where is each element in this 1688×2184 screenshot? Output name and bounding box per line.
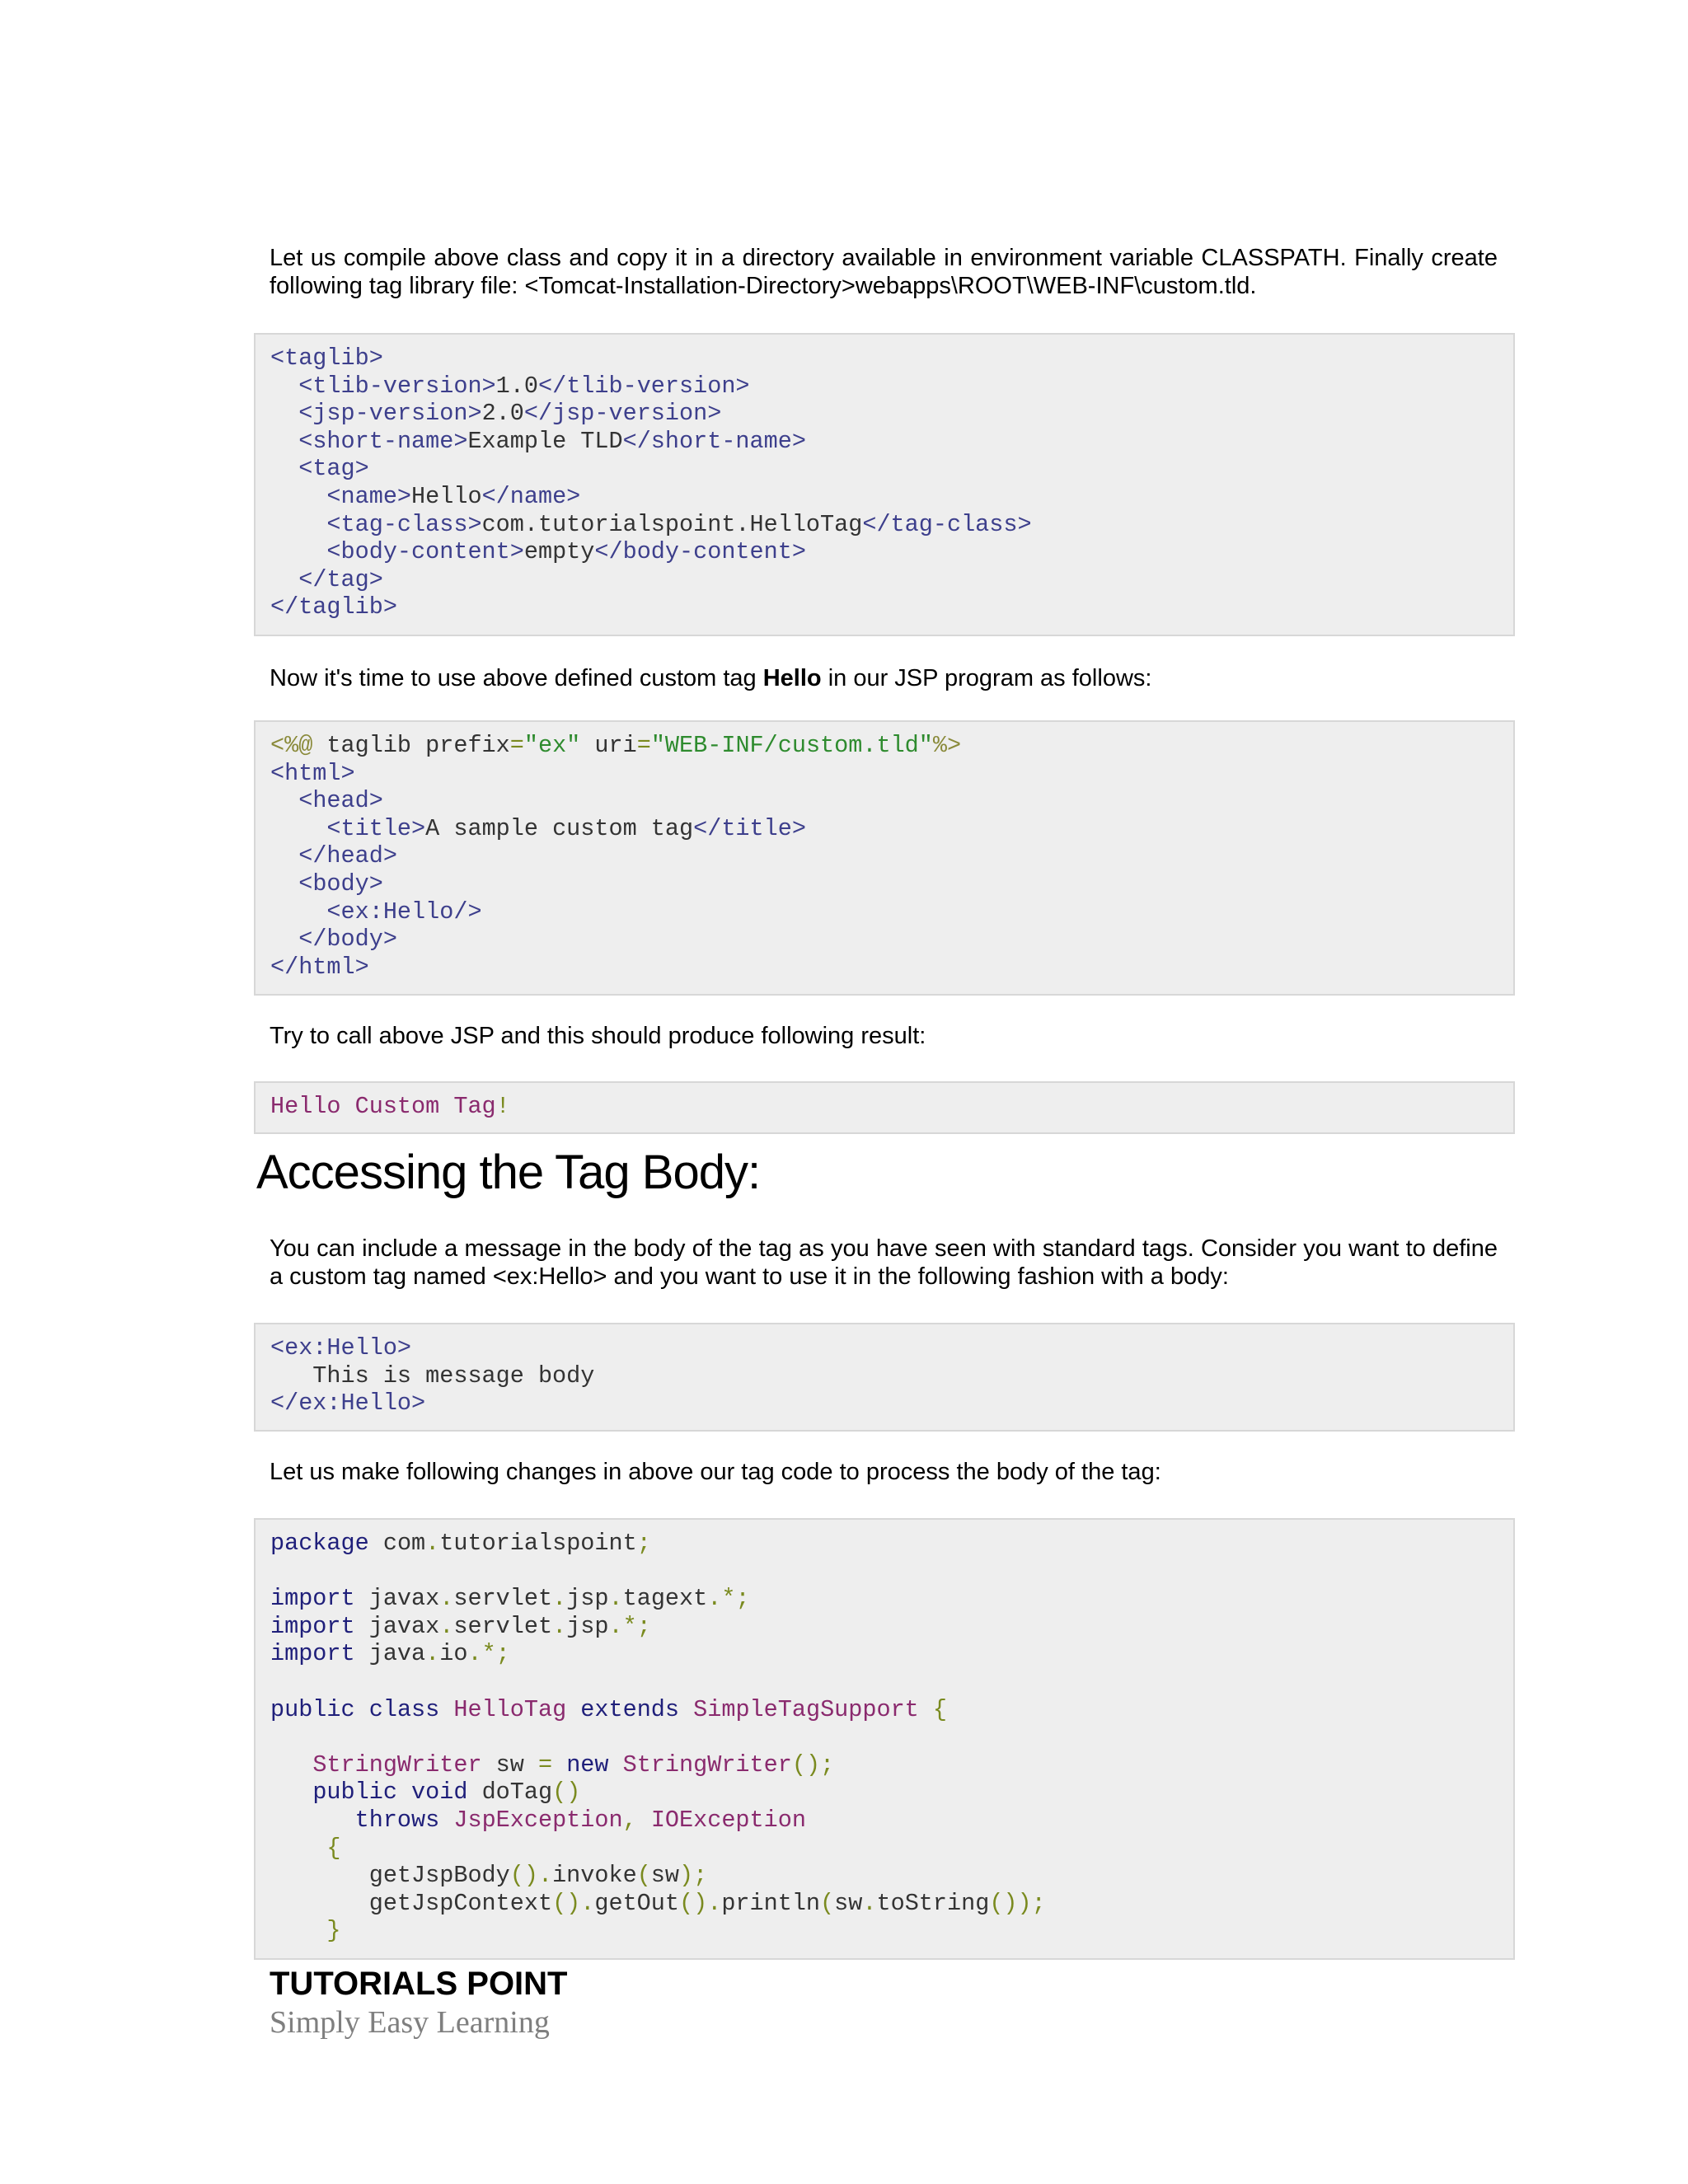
- code-token: [270, 428, 298, 455]
- code-token: </tag-class>: [862, 510, 1032, 538]
- code-token: </head>: [298, 842, 397, 870]
- code-token: (: [820, 1889, 835, 1917]
- code-token: <short-name>: [298, 427, 468, 455]
- code-token: (: [636, 1862, 651, 1890]
- code-line: [270, 732, 1498, 760]
- code-token: tutorialspoint: [439, 1530, 637, 1557]
- code-token: ();: [791, 1750, 835, 1779]
- footer-brand-title: TUTORIALS POINT: [270, 1966, 568, 2002]
- code-line: [270, 926, 1498, 954]
- code-line: [270, 593, 1498, 621]
- code-token: ().: [679, 1889, 722, 1917]
- code-token: .: [439, 1612, 454, 1640]
- code-token: <html>: [270, 759, 355, 787]
- code-token: throws: [354, 1806, 440, 1834]
- code-block-java: [254, 1518, 1515, 1960]
- code-token: [270, 373, 298, 400]
- code-token: StringWriter: [622, 1750, 792, 1779]
- code-token: ().: [509, 1862, 553, 1890]
- code-token: .: [552, 1585, 567, 1613]
- code-token: <tlib-version>: [298, 372, 496, 400]
- code-token: [270, 1751, 312, 1779]
- code-token: .: [425, 1640, 440, 1668]
- code-line: [270, 400, 1498, 428]
- code-token: JspException: [453, 1806, 623, 1834]
- code-token: ().: [552, 1889, 595, 1917]
- code-line: [270, 428, 1498, 456]
- code-token: class: [368, 1695, 440, 1723]
- code-line: [270, 538, 1498, 566]
- code-token: sw: [650, 1862, 680, 1890]
- code-token: new: [566, 1750, 609, 1779]
- paragraph-use-tag: [270, 664, 1498, 692]
- code-line: [270, 1779, 1498, 1807]
- code-token: jsp: [566, 1585, 609, 1613]
- paragraph-use-tag-text-1: Now it's time to use above defined custom tag: [270, 665, 763, 691]
- code-line: [270, 344, 1498, 373]
- code-line: [270, 1835, 1498, 1863]
- code-token: [270, 898, 326, 926]
- code-line: [270, 1093, 1498, 1121]
- code-token: </tlib-version>: [537, 372, 750, 400]
- code-token: import: [270, 1640, 355, 1668]
- code-token: println: [721, 1889, 821, 1917]
- code-token: ,: [622, 1806, 637, 1834]
- code-token: <taglib>: [270, 344, 383, 372]
- code-token: sw: [481, 1750, 538, 1779]
- code-token: io: [439, 1640, 468, 1668]
- code-line: [270, 1807, 1498, 1835]
- code-token: </short-name>: [622, 427, 806, 455]
- code-line: [270, 1696, 1498, 1724]
- code-token: <head>: [298, 787, 383, 815]
- code-token: .: [862, 1889, 877, 1917]
- code-token: invoke: [552, 1862, 637, 1890]
- code-token: package: [270, 1530, 369, 1557]
- code-line: [270, 1362, 1498, 1390]
- code-token: <title>: [326, 814, 426, 842]
- code-token: [439, 1696, 453, 1723]
- code-token: );: [679, 1862, 708, 1890]
- code-token: <ex:Hello/>: [326, 898, 482, 926]
- code-token: com: [368, 1530, 426, 1557]
- code-token: import: [270, 1612, 355, 1640]
- code-line: [270, 1585, 1498, 1613]
- code-token: <jsp-version>: [298, 400, 482, 428]
- code-token: sw: [834, 1889, 863, 1917]
- code-token: [609, 1751, 623, 1779]
- code-token: javax: [354, 1612, 440, 1640]
- code-token: javax: [354, 1585, 440, 1613]
- code-token: servlet: [453, 1585, 553, 1613]
- paragraph-use-tag-text-2: in our JSP program as follows:: [821, 665, 1152, 691]
- code-block-result: [254, 1081, 1515, 1134]
- code-line: [270, 1558, 1498, 1586]
- code-token: Hello: [411, 482, 482, 510]
- code-line: [270, 1668, 1498, 1696]
- code-token: 1.0: [495, 372, 538, 400]
- code-token: [355, 1696, 369, 1723]
- code-line: [270, 1890, 1498, 1918]
- code-line: [270, 1751, 1498, 1779]
- code-token: [552, 1751, 566, 1779]
- code-line: [270, 787, 1498, 815]
- code-token: {: [932, 1695, 948, 1723]
- code-token: <body-content>: [326, 538, 524, 566]
- code-token: </jsp-version>: [523, 400, 722, 428]
- code-token: .: [439, 1585, 454, 1613]
- code-token: .: [608, 1585, 623, 1613]
- code-line: [270, 483, 1498, 511]
- code-line: [270, 511, 1498, 539]
- code-token: </body>: [298, 926, 397, 954]
- code-line: [270, 760, 1498, 788]
- code-token: HelloTag: [453, 1695, 567, 1723]
- code-token: Hello Custom Tag: [270, 1093, 496, 1120]
- paragraph-call-jsp: Try to call above JSP and this should produce following result:: [270, 1023, 926, 1049]
- code-token: [270, 455, 298, 482]
- code-token: [270, 538, 326, 565]
- code-token: [566, 1696, 580, 1723]
- code-token: A sample custom tag: [425, 814, 694, 842]
- code-token: ());: [989, 1889, 1046, 1917]
- code-line: [270, 455, 1498, 483]
- code-token: tagext: [622, 1585, 708, 1613]
- code-token: toString: [876, 1889, 990, 1917]
- code-line: [270, 1723, 1498, 1751]
- code-token: </html>: [270, 953, 369, 981]
- code-token: [270, 483, 326, 510]
- code-token: </body-content>: [594, 538, 806, 566]
- code-token: servlet: [453, 1612, 553, 1640]
- code-token: Example TLD: [467, 427, 623, 455]
- code-token: extends: [580, 1695, 680, 1723]
- code-line: [270, 842, 1498, 870]
- code-token: taglib prefix: [312, 732, 510, 759]
- code-token: doTag: [467, 1779, 553, 1807]
- code-token: [439, 1807, 453, 1834]
- code-token: .*;: [467, 1640, 510, 1668]
- code-token: SimpleTagSupport: [693, 1695, 919, 1723]
- code-token: getJspBody: [270, 1862, 510, 1890]
- code-line: [270, 954, 1498, 982]
- code-token: 2.0: [481, 400, 524, 428]
- code-token: [397, 1779, 411, 1806]
- code-token: [919, 1696, 933, 1723]
- code-token: getJspContext: [270, 1889, 553, 1917]
- code-token: [270, 787, 298, 814]
- footer-brand-subtitle: Simply Easy Learning: [270, 2005, 550, 2040]
- code-token: </tag>: [298, 565, 383, 593]
- paragraph-message-body: You can include a message in the body of the tag as you have seen with standard tags. Consider you want to define a custom tag named <ex:Hello> and you want to use it in the following fashion with a body:: [270, 1235, 1498, 1290]
- code-token: </ex:Hello>: [270, 1390, 426, 1418]
- code-token: [270, 1917, 326, 1944]
- code-token: !: [495, 1093, 510, 1120]
- code-line: [270, 1917, 1498, 1945]
- code-token: [270, 870, 298, 898]
- code-token: </name>: [481, 482, 581, 510]
- code-token: <%@: [270, 732, 313, 759]
- code-token: getOut: [594, 1889, 679, 1917]
- code-line: [270, 1530, 1498, 1558]
- code-token: import: [270, 1585, 355, 1613]
- code-token: IOException: [650, 1806, 806, 1834]
- code-line: [270, 1613, 1498, 1641]
- code-token: =: [509, 732, 524, 759]
- code-token: =: [636, 732, 651, 759]
- code-token: public: [312, 1779, 397, 1807]
- code-token: uri: [580, 732, 637, 759]
- code-token: (): [552, 1779, 581, 1807]
- code-line: [270, 898, 1498, 926]
- code-line: [270, 1640, 1498, 1668]
- code-token: [270, 815, 326, 842]
- code-token: {: [326, 1834, 341, 1862]
- code-token: [270, 926, 298, 953]
- code-line: [270, 566, 1498, 594]
- code-line: [270, 1862, 1498, 1890]
- code-line: [270, 373, 1498, 401]
- code-token: jsp: [566, 1612, 609, 1640]
- code-token: <tag-class>: [326, 510, 482, 538]
- code-token: </taglib>: [270, 593, 397, 621]
- code-token: [270, 1779, 312, 1806]
- section-heading: Accessing the Tag Body:: [256, 1146, 761, 1199]
- paragraph-compile-instructions: Let us compile above class and copy it in a directory available in environment variable CLASSPATH. Finally create following tag library file: <Tomcat-Installation-Directory>webapps\ROOT\WEB-INF\custom.tld.: [270, 245, 1498, 299]
- code-token: [637, 1807, 651, 1834]
- code-token: [270, 566, 298, 593]
- code-line: [270, 1334, 1498, 1362]
- code-token: StringWriter: [312, 1750, 482, 1779]
- code-token: }: [326, 1917, 341, 1945]
- code-token: <ex:Hello>: [270, 1334, 412, 1361]
- code-token: "ex": [523, 732, 581, 759]
- code-token: <tag>: [298, 455, 369, 483]
- paragraph-changes: Let us make following changes in above our tag code to process the body of the tag:: [270, 1459, 1161, 1485]
- code-token: com.tutorialspoint.HelloTag: [481, 510, 863, 538]
- code-token: [270, 1807, 355, 1834]
- code-token: public: [270, 1695, 355, 1723]
- code-token: [270, 511, 326, 538]
- code-token: This is message body: [270, 1361, 595, 1390]
- code-line: [270, 870, 1498, 898]
- code-token: .*;: [608, 1612, 651, 1640]
- code-token: =: [537, 1750, 553, 1779]
- code-line: [270, 815, 1498, 843]
- code-token: .*;: [707, 1585, 750, 1613]
- code-line: [270, 1390, 1498, 1418]
- code-token: [270, 400, 298, 427]
- code-token: [270, 1835, 326, 1862]
- code-block-tld: [254, 333, 1515, 636]
- code-token: "WEB-INF/custom.tld": [650, 732, 933, 759]
- code-token: [679, 1696, 693, 1723]
- code-token: .: [552, 1612, 567, 1640]
- code-block-jsp: [254, 720, 1515, 996]
- tag-name-hello: Hello: [762, 665, 822, 691]
- code-token: .: [425, 1530, 440, 1557]
- code-token: empty: [523, 538, 595, 566]
- code-token: ;: [636, 1530, 651, 1557]
- code-token: %>: [932, 732, 962, 759]
- code-token: <name>: [326, 482, 412, 510]
- code-token: java: [354, 1640, 426, 1668]
- code-block-body-usage: [254, 1323, 1515, 1432]
- code-token: <body>: [298, 869, 383, 898]
- code-token: [270, 842, 298, 869]
- code-token: </title>: [693, 814, 806, 842]
- code-token: void: [411, 1779, 468, 1807]
